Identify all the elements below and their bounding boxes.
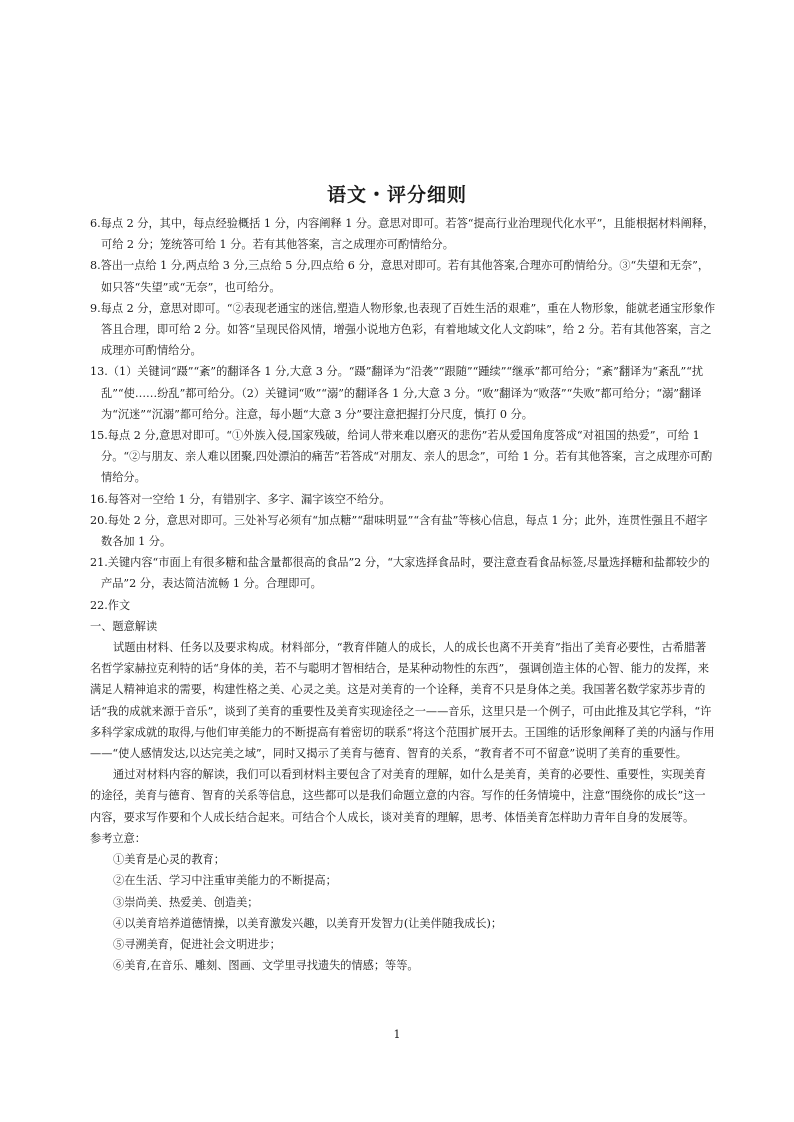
reference-item: ③崇尚美、热爱美、创造美； <box>113 895 259 909</box>
scoring-item-6: 6.每点 2 分，其中，每点经验概括 1 分，内容阐释 1 分。意思对即可。若答“提高行业治理现代化水平”，且能根据材料阐释，可给 2 分；笼统答可给 1 分。若有其他答案，言之成理亦可酌情给分。 <box>90 217 715 252</box>
interpretation-paragraph-2: 通过对材料内容的解读，我们可以看到材料主要包含了对美育的理解，如什么是美育，美育的必要性、重要性，实现美育的途径，美育与德育、智育的关系等信息，这些都可以是我们命题立意的内容。写作的任务情境中，注意“围绕你的成长”这一内容，要求写作要和个人成长结合起来。可结合个人成长，谈对美育的理解，思考、体悟美育怎样助力青年自身的发展等。 <box>90 768 706 824</box>
reference-item: ①美育是心灵的教育； <box>113 853 225 867</box>
scoring-item-15: 15.每点 2 分,意思对即可。“①外族入侵,国家残破，给词人带来难以磨灭的悲伤”若从爱国角度答成“对祖国的热爱”，可给 1 分。“②与朋友、亲人难以团聚,四处漂泊的痛苦”若答成“对朋友、亲人的思念”，可给 1 分。若有其他答案，言之成理亦可酌情给分。 <box>90 429 713 485</box>
document-body <box>90 213 716 976</box>
essay-heading: 22.作文 <box>90 598 131 612</box>
page-number: 1 <box>393 1028 401 1041</box>
reference-item: ④以美育培养道德情操，以美育激发兴趣，以美育开发智力(让美伴随我成长)； <box>113 916 503 930</box>
scoring-item-21: 21.关键内容“市面上有很多糖和盐含量都很高的食品”2 分，“大家选择食品时，要注意查看食品标签,尽量选择糖和盐都较少的产品”2 分，表达简洁流畅 1 分。合理即可。 <box>90 556 710 591</box>
scoring-item-9: 9.每点 2 分，意思对即可。“②表现老通宝的迷信,塑造人物形象,也表现了百姓生活的艰难”，重在人物形象，能就老通宝形象作答且合理，即可给 2 分。如答“呈现民俗风情，增强小说地方色彩，有着地域文化人文韵味”，给 2 分。若有其他答案，言之成理亦可酌情给分。 <box>90 301 716 358</box>
reference-item: ⑤寻溯美育，促进社会文明进步； <box>113 937 281 951</box>
section-heading: 一、题意解读 <box>90 619 158 633</box>
scoring-item-16: 16.每答对一空给 1 分，有错别字、多字、漏字该空不给分。 <box>90 492 391 506</box>
page-title: 语文・评分细则 <box>326 184 467 206</box>
reference-item: ②在生活、学习中注重审美能力的不断提高； <box>113 874 337 888</box>
scoring-item-20: 20.每处 2 分，意思对即可。三处补写必须有“加点糖”“甜味明显”“含有盐”等核心信息，每点 1 分；此外，连贯性强且不超字数各加 1 分。 <box>90 513 708 549</box>
reference-heading: 参考立意： <box>90 831 146 845</box>
scoring-item-8: 8.答出一点给 1 分,两点给 3 分,三点给 5 分,四点给 6 分，意思对即可。若有其他答案,合理亦可酌情给分。③“失望和无奈”，如只答“失望”或“无奈”，也可给分。 <box>90 259 710 294</box>
reference-item: ⑥美育,在音乐、雕刻、图画、文学里寻找遗失的情感；等等。 <box>113 959 419 973</box>
scoring-item-13: 13.（1）关键词“蹑”“紊”的翻译各 1 分,大意 3 分。“蹑”翻译为“沿袭”“跟随”“踵续”“继承”都可给分；“紊”翻译为“紊乱”“扰乱”“使……纷乱”都可给分。（2）关键词“败”“溺”的翻译各 1 分,大意 3 分。“败”翻译为“败落”“失败”都可给分；“溺”翻译为“沉迷”“沉溺”都可给分。注意，每小题“大意 3 分”要注意把握打分尺度，慎打 0 分。 <box>90 365 704 421</box>
interpretation-paragraph-1: 试题由材料、任务以及要求构成。材料部分，“教育伴随人的成长，人的成长也离不开美育”指出了美育必要性，古希腊著名哲学家赫拉克利特的话“身体的美，若不与聪明才智相结合，是某种动物性的东西”， 强调创造主体的心智、能力的发挥，来满足人精神追求的需要，构建性格之美、心灵之美。这是对美育的一个诠释，美育不只是身体之美。我国著名数学家苏步青的话“我的成就来源于音乐”，谈到了美育的重要性及美育实现途径之一——音乐，这里只是一个例子，可由此推及其它学科，“许多科学家成就的取得,与他们审美能力的不断提高有着密切的联系”将这个范围扩展开去。王国维的话形象阐释了美的内涵与作用——“使人感情发达,以达完美之域”，同时又揭示了美育与德育、智育的关系，“教育者不可不留意”说明了美育的重要性。 <box>90 641 715 761</box>
